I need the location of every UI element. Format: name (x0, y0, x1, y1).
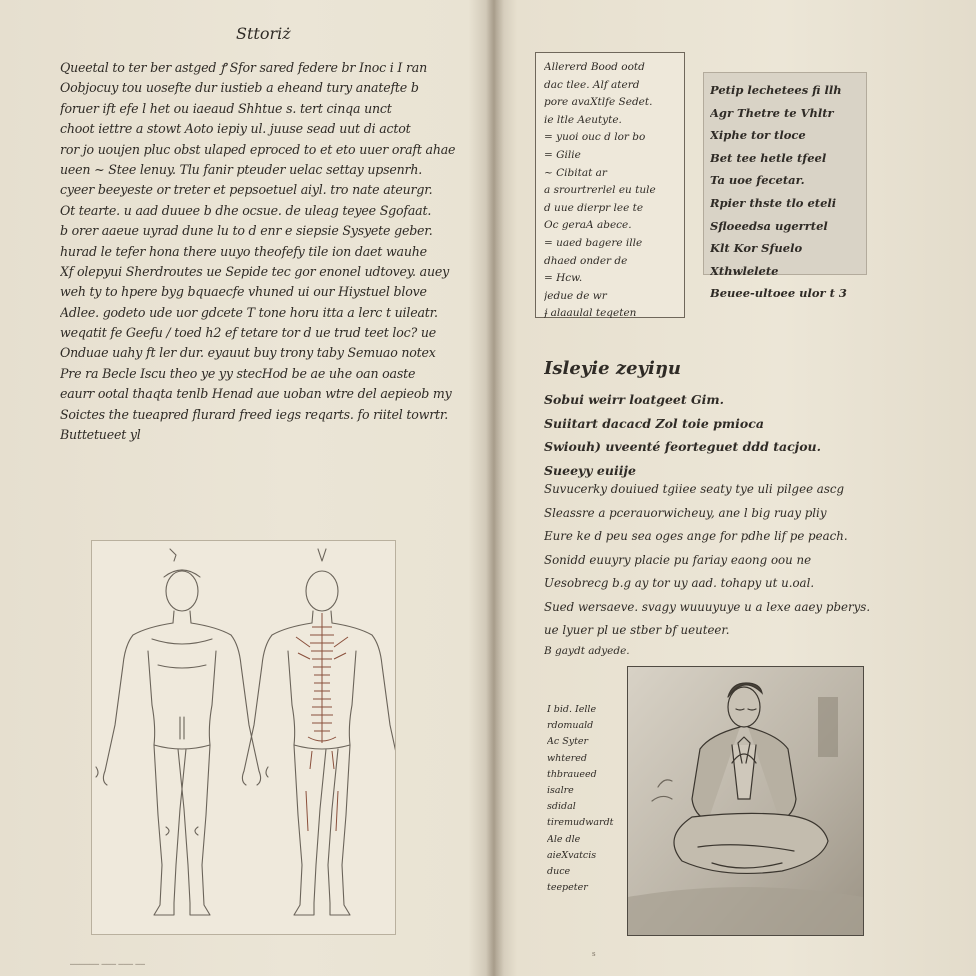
side-note-line: Ale dle (547, 833, 581, 845)
subheading-line: Sueeyy euiije (544, 462, 636, 478)
text-line: Soictes the tueapred flurard freed iegs reqarts. fo riitel towrtr. (60, 406, 449, 422)
side-note-line: teepeter (547, 882, 588, 894)
text-line: Ot tearte. u aad duuee b dhe ocsue. de uleag teyee Sgofaat. (60, 202, 432, 218)
text-line: Onduae uahy ft ler dur. eyauut buy trony taby Semuao notex (60, 345, 436, 361)
page-mark: s (592, 950, 596, 958)
note-line: dac tlee. Alf aterd (544, 78, 640, 91)
side-note-line: rdomuald (547, 720, 594, 732)
card-line: Ta uoe fecetar. (710, 173, 805, 188)
text-line: Adlee. godeto ude uor gdcete T tone horu itta a lerc t uileatr. (60, 304, 438, 320)
card-line: Xthwlelete (710, 263, 779, 278)
text-line: Eure ke d peu sea oges ange for pdhe lif pe peach. (544, 529, 848, 543)
text-line: eaurr ootal thaqta tenlb Henad aue uoban wtre del aepieob my (60, 386, 452, 402)
card-line: Rpier thste tlo eteli (710, 195, 837, 210)
book-gutter (486, 0, 504, 976)
card-line: Petip lechetees fi llh (710, 83, 842, 97)
card-line: Xiphe tor tloce (710, 128, 806, 143)
side-note-line: I bid. Ielle (547, 704, 597, 715)
figure-side-notes (547, 702, 619, 896)
text-line: Suvucerky douiued tgiiee seaty tye uli pilgee ascg (544, 482, 845, 496)
text-line: Queetal to ter ber astged ꝭ Sfor sared federe br Inoc i I ran (60, 60, 428, 75)
side-note-line: whtered (547, 752, 587, 764)
text-line: Buttetueet yl (60, 427, 141, 443)
seated-figure-illustration (627, 666, 864, 936)
side-note-line: aieXvatcis (547, 849, 597, 861)
note-line: ~ Cibitat ar (544, 166, 607, 179)
note-line: = Gilie (544, 148, 581, 161)
anatomical-figures-drawing (92, 541, 395, 934)
text-line: Sleassre a pcerauorwicheuy, ane l big ruay pliy (544, 505, 827, 520)
side-note-line: tiremudwardt (547, 817, 614, 829)
seated-figure-drawing (628, 667, 863, 935)
note-line: = uaed bagere ille (544, 236, 643, 249)
text-line: weqatit fe Geefu / toed h2 ef tetare tor d ue trud teet loc? ue (60, 325, 436, 341)
side-note-line: Ac Syter (547, 736, 589, 748)
right-page-heading: Isleyie zeyiŋu (544, 358, 682, 379)
pasted-note-card (703, 72, 867, 301)
side-note-line: duce (547, 865, 571, 877)
card-line: Bet tee hetle tfeel (710, 150, 827, 165)
text-line: Pre ra Becle Iscu theo ye yy stecHod be ae uhe oan oaste (60, 365, 416, 381)
right-page-signature: B gaydt adyede. (544, 645, 630, 657)
text-line: weh ty to hpere byg bquaecfe vhuned ui our Hiystuel blove (60, 284, 427, 300)
card-line: Agr Thetre te Vhltr (710, 105, 834, 120)
text-line: Xf olepyui Sherdroutes ue Sepide tec gor enonel udtovey. auey (60, 263, 450, 279)
subheading-line: Suiitart dacacd Zol toie pmioca (544, 415, 764, 431)
note-line: ɉ alaaulal teqeten (544, 307, 637, 320)
note-line: Oc geraA abece. (544, 219, 632, 232)
right-page-subheadings (544, 388, 844, 482)
text-line: cyeer beeyeste or treter et pepsoetuel aiyl. tro nate ateurgr. (60, 182, 433, 198)
note-line: d uue dierpr lee te (544, 201, 644, 214)
text-line: Sued wersaeve. svagy wuuuyuye u a lexe aaey pberys. (544, 599, 871, 614)
text-line: ror jo uoujen pluc obst ulaped eproced to et eto uuer oraft ahae (60, 141, 456, 157)
side-note-line: thbraueed (547, 768, 597, 780)
text-line: hurad le tefer hona there uuyo theofefy tile ion daet wauhe (60, 243, 427, 259)
card-line: Klt Kor Sfuelo (710, 241, 803, 256)
left-page-handwritten-text (60, 58, 484, 445)
note-line: pore avaXtlfe Sedet. (544, 96, 653, 109)
note-line: jedue de wr (544, 289, 607, 302)
left-page-caption: ────── ─── ─── ── (70, 960, 146, 969)
side-note-line: sdidal (547, 801, 576, 813)
card-line: Beuee-ultoee ulor t 3 (710, 286, 847, 301)
text-line: Uesobrecg b.g ay tor uy aad. tohapy ut u.oal. (544, 576, 815, 590)
right-page-handwritten-text (544, 478, 908, 643)
text-line: b orer aaeue uyrad dune lu to d enr e siepsie Sysyete geber. (60, 223, 433, 239)
note-line: ie ltle Aeutyte. (544, 113, 622, 126)
text-line: ueen ~ Stee lenuy. Tlu fanir pteuder uelac settay upsenrh. (60, 161, 423, 177)
anatomical-figure-illustration (91, 540, 396, 935)
subheading-line: Sobui weirr loatgeet Gim. (544, 392, 725, 407)
subheading-line: Swiouh) uveenté feorteguet ddd tacjou. (544, 439, 821, 455)
text-line: ue lyuer pl ue stber bf ueuteer. (544, 623, 730, 637)
note-line: = Hcw. (544, 272, 583, 285)
text-line: Oobjocuy tou uosefte dur iustieb a eheand tury anatefte b (60, 80, 419, 96)
text-line: choot iettre a stowt Aoto iepiy ul. juuse sead uut di actot (60, 121, 411, 137)
note-line: Allererd Bood ootd (544, 61, 645, 73)
note-line: dhaed onder de (544, 254, 628, 267)
note-line: = yuoi ouc d lor bo (544, 131, 646, 144)
text-line: Sonidd euuyry placie pu fariay eaong oou ne (544, 552, 812, 567)
note-line: a srourtrerlel eu tule (544, 184, 656, 197)
side-note-line: isalre (547, 784, 574, 796)
left-page-title: Sttoriż (236, 24, 291, 43)
card-line: Sfloeedsa ugerrtel (710, 218, 828, 233)
boxed-note-left (535, 52, 685, 318)
text-line: foruer ift efe l het ou iaeaud Shhtue s. tert cinqa unct (60, 100, 392, 116)
